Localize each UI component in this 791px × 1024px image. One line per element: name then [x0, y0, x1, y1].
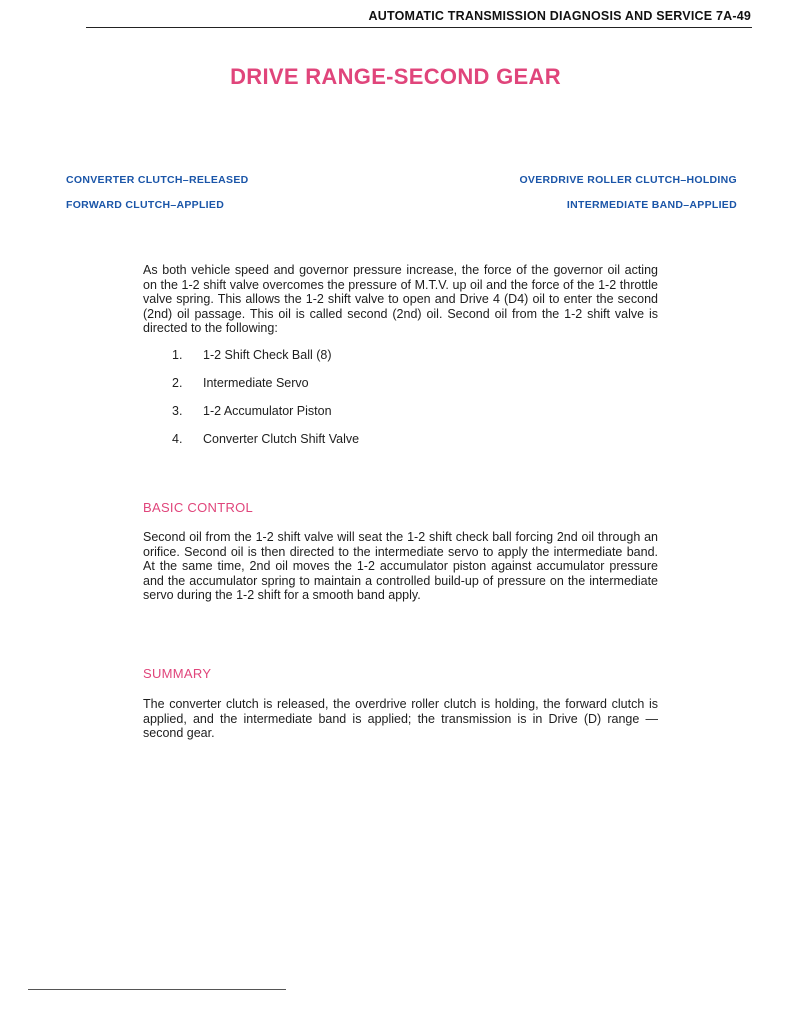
- basic-control-paragraph: Second oil from the 1-2 shift valve will seat the 1-2 shift check ball forcing 2nd oil through an orifice. Second oil is then directed to the intermediate servo to apply the intermediate band. At the same time, 2nd oil moves the 1-2 accumulator piston against accumulator pressure and the accumulator spring to maintain a controlled build-up of pressure on the intermediate servo during the 1-2 shift for a smooth band apply.: [143, 530, 658, 602]
- basic-control-heading: BASIC CONTROL: [143, 500, 254, 515]
- list-item-number: 3.: [172, 404, 183, 418]
- summary-heading: SUMMARY: [143, 666, 212, 681]
- page-title: DRIVE RANGE-SECOND GEAR: [230, 64, 561, 89]
- status-forward-clutch: FORWARD CLUTCH–APPLIED: [66, 199, 225, 211]
- list-item-text: 1-2 Accumulator Piston: [203, 404, 332, 418]
- list-item: [172, 432, 359, 460]
- header-rule: [86, 27, 752, 28]
- status-converter-clutch: CONVERTER CLUTCH–RELEASED: [66, 174, 249, 186]
- list-item-text: Intermediate Servo: [203, 376, 309, 390]
- second-oil-destination-list: [172, 348, 359, 460]
- list-item: [172, 348, 359, 376]
- footer-rule: [28, 989, 286, 990]
- list-item-text: Converter Clutch Shift Valve: [203, 432, 360, 446]
- status-overdrive-roller-clutch: OVERDRIVE ROLLER CLUTCH–HOLDING: [519, 174, 737, 186]
- status-intermediate-band: INTERMEDIATE BAND–APPLIED: [566, 199, 737, 211]
- list-item: [172, 404, 359, 432]
- list-item-text: 1-2 Shift Check Ball (8): [203, 348, 332, 362]
- running-header: AUTOMATIC TRANSMISSION DIAGNOSIS AND SERVICE 7A-49: [368, 9, 751, 23]
- list-item-number: 1.: [172, 348, 183, 362]
- list-item-number: 2.: [172, 376, 183, 390]
- list-item-number: 4.: [172, 432, 183, 446]
- list-item: [172, 376, 359, 404]
- intro-paragraph: As both vehicle speed and governor pressure increase, the force of the governor oil acting on the 1-2 shift valve overcomes the pressure of M.T.V. up oil and the force of the 1-2 throttle valve spring. This allows the 1-2 shift valve to open and Drive 4 (D4) oil to enter the second (2nd) oil passage. This oil is called second (2nd) oil. Second oil from the 1-2 shift valve is directed to the following:: [143, 263, 658, 335]
- summary-paragraph: The converter clutch is released, the overdrive roller clutch is holding, the forward clutch is applied, and the intermediate band is applied; the transmission is in Drive (D) range — second gear.: [143, 697, 658, 740]
